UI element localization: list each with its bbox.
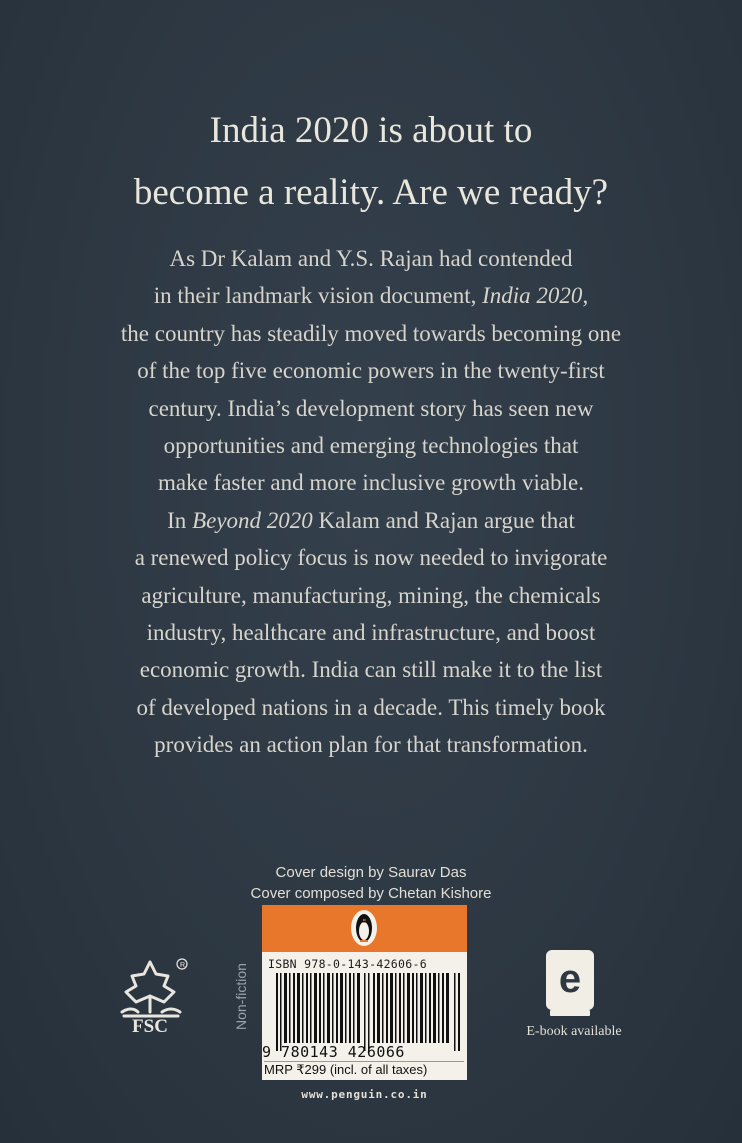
blurb-paragraph: [0, 240, 742, 764]
blurb-line: of developed nations in a decade. This timely book: [136, 694, 606, 720]
genre-label: Non-fiction: [233, 963, 249, 1030]
blurb-line: agriculture, manufacturing, mining, the chemicals: [141, 582, 601, 608]
blurb-title-italic: Beyond 2020: [192, 507, 313, 533]
svg-text:e: e: [558, 957, 582, 1001]
headline: [0, 100, 742, 224]
blurb-line: [0, 277, 742, 314]
blurb-text: Kalam and Rajan argue that: [312, 507, 575, 533]
blurb-line: make faster and more inclusive growth viable.: [158, 470, 584, 496]
barcode-bars: [276, 973, 462, 1051]
blurb-text: ,: [582, 283, 589, 309]
headline-line-2: become a reality. Are we ready?: [133, 172, 609, 213]
isbn-text: ISBN 978-0-143-42606-6: [268, 957, 427, 971]
ebook-label: E-book available: [526, 1024, 622, 1039]
blurb-text: In: [167, 507, 193, 533]
headline-line-1: India 2020 is about to: [209, 110, 533, 151]
ebook-e-icon: [540, 948, 600, 1018]
blurb-line: provides an action plan for that transformation.: [154, 732, 588, 758]
blurb-title-italic: India 2020: [482, 283, 583, 309]
barcode-digits: 9 780143 426066: [262, 1043, 405, 1061]
mrp-price: MRP ₹299 (incl. of all taxes): [264, 1061, 464, 1079]
blurb-line: [0, 502, 742, 539]
barcode-block: [262, 905, 467, 1080]
blurb-line: a renewed policy focus is now needed to invigorate: [134, 545, 608, 571]
blurb-line: of the top five economic powers in the twenty-first: [137, 358, 605, 384]
blurb-line: industry, healthcare and infrastructure, and boost: [146, 620, 596, 646]
cover-design-credit: Cover design by Saurav Das: [275, 864, 467, 881]
cover-composed-credit: Cover composed by Chetan Kishore: [250, 885, 492, 902]
blurb-line: century. India’s development story has seen new: [148, 395, 594, 421]
fsc-label: FSC: [132, 1016, 168, 1037]
blurb-line: opportunities and emerging technologies that: [163, 433, 579, 459]
blurb-line: economic growth. India can still make it to the list: [139, 657, 603, 683]
blurb-line: the country has steadily moved towards becoming one: [120, 320, 622, 346]
svg-text:R: R: [180, 962, 186, 969]
cover-credits: [0, 862, 742, 904]
penguin-icon: [351, 910, 377, 946]
blurb-text: in their landmark vision document,: [153, 283, 483, 309]
blurb-line: As Dr Kalam and Y.S. Rajan had contended: [169, 246, 573, 271]
publisher-website: www.penguin.co.in: [301, 1088, 428, 1101]
